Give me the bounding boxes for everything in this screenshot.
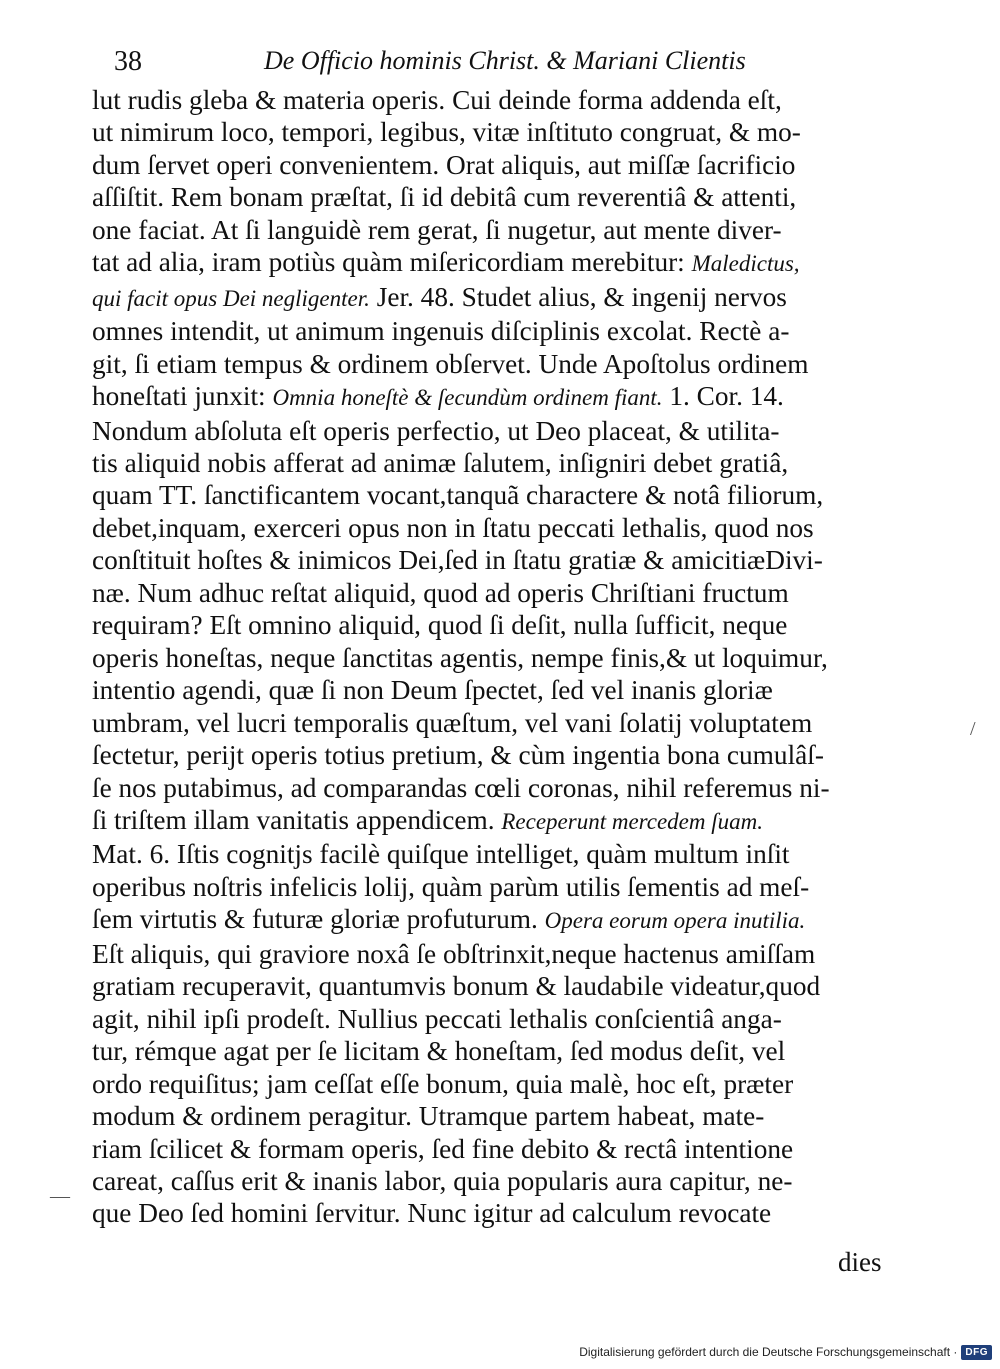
text-line [92, 970, 922, 1002]
text-line [92, 149, 922, 181]
italic-citation: Omnia honeſtè & ſecundùm ordinem fiant. [272, 385, 663, 411]
text-line [92, 1068, 922, 1100]
text-segment: debet,inquam, exerceri opus non in ſtatu peccati lethalis, quod nos [92, 512, 814, 543]
text-segment: gratiam recuperavit, quantumvis bonum & laudabile videatur,quod [92, 971, 821, 1002]
italic-citation: qui facit opus Dei negligenter. [92, 285, 370, 311]
text-segment: Nondum abſoluta eſt operis perfectio, ut Deo placeat, & utilita- [92, 415, 780, 446]
text-line [92, 447, 922, 479]
text-line [92, 181, 922, 213]
text-line [92, 674, 922, 706]
italic-citation: Opera eorum opera inutilia. [544, 908, 806, 934]
text-segment: intentio agendi, quæ ſi non Deum ſpectet, ſed vel inanis gloriæ [92, 675, 773, 706]
text-segment: Eſt aliquis, qui graviore noxâ ſe obſtrinxit,neque hactenus amiſſam [92, 938, 816, 969]
text-segment: aſſiſtit. Rem bonam præſtat, ſi id debitâ cum reverentiâ & attenti, [92, 182, 797, 213]
text-segment: 1. Cor. 14. [662, 381, 784, 412]
text-line [92, 1133, 922, 1165]
text-segment: omnes intendit, ut animum ingenuis diſciplinis excolat. Rectè a- [92, 316, 790, 347]
text-line [92, 479, 922, 511]
text-line [92, 903, 922, 937]
text-line [92, 838, 922, 870]
text-line [92, 1035, 922, 1067]
text-line [92, 380, 922, 414]
catchword: dies [838, 1247, 882, 1277]
text-line [92, 642, 922, 674]
text-line [92, 1197, 922, 1229]
text-segment: honeſtati junxit: [92, 381, 273, 412]
text-segment: lut rudis gleba & materia operis. Cui deinde forma addenda eſt, [92, 85, 782, 115]
text-segment: riam ſcilicet & formam operis, ſed fine debito & rectâ intentione [92, 1133, 794, 1164]
margin-mark: — [50, 1185, 70, 1207]
text-line [92, 739, 922, 771]
text-segment: tis aliquid nobis afferat ad animæ ſalutem, inſigniri debet gratiâ, [92, 447, 789, 478]
text-segment: ſi triſtem illam vanitatis appendicem. [92, 804, 502, 835]
text-line [92, 281, 922, 315]
margin-mark: / [970, 718, 976, 740]
text-segment: umbram, vel lucri temporalis quæſtum, vel vani ſolatij voluptatem [92, 707, 813, 738]
text-line [92, 1003, 922, 1035]
text-segment: careat, caſſus erit & inanis labor, quia popularis aura capitur, ne- [92, 1165, 793, 1196]
text-segment: tat ad alia, iram potiùs quàm miſericordiam merebitur: [92, 247, 692, 278]
text-segment: tur, rémque agat per ſe licitam & honeſtam, ſed modus deſit, vel [92, 1036, 786, 1067]
text-segment: requiram? Eſt omnino aliquid, quod ſi deſit, nulla ſufficit, neque [92, 610, 788, 641]
italic-citation: Maledictus, [691, 251, 800, 277]
footer-credit: Digitalisierung gefördert durch die Deutsche Forschungsgemeinschaft · [579, 1345, 958, 1359]
text-segment: dum ſervet operi convenientem. Orat aliquis, aut miſſæ ſacrificio [92, 149, 796, 180]
digitization-footer [579, 1341, 992, 1363]
text-segment: ſe nos putabimus, ad comparandas cœli coronas, nihil referemus ni- [92, 772, 830, 803]
text-segment: Jer. 48. Studet alius, & ingenij nervos [369, 281, 787, 312]
text-line [92, 116, 922, 148]
text-segment: ut nimirum loco, tempori, legibus, vitæ inſtituto congruat, & mo- [92, 117, 801, 148]
running-head: De Officio hominis Christ. & Mariani Clientis [264, 46, 746, 75]
text-line [92, 577, 922, 609]
text-line [92, 348, 922, 380]
text-segment: one faciat. At ſi languidè rem gerat, ſi nugetur, aut mente diver- [92, 214, 782, 245]
page-header [92, 42, 922, 82]
text-line [92, 1100, 922, 1132]
body-text [92, 84, 922, 1230]
text-line [92, 804, 922, 838]
text-line [92, 938, 922, 970]
page-number: 38 [114, 46, 142, 77]
text-line [92, 214, 922, 246]
text-segment: ſem virtutis & futuræ gloriæ profuturum. [92, 904, 545, 935]
text-line [92, 871, 922, 903]
text-segment: operibus noſtris infelicis lolij, quàm parùm utilis ſementis ad meſ- [92, 871, 810, 902]
text-segment: ordo requiſitus; jam ceſſat eſſe bonum, quia malè, hoc eſt, præter [92, 1068, 794, 1099]
text-line [92, 544, 922, 576]
text-segment: conſtituit hoſtes & inimicos Dei,ſed in ſtatu gratiæ & amicitiæDivi- [92, 545, 823, 576]
text-line [92, 415, 922, 447]
italic-citation: Receperunt mercedem ſuam. [501, 808, 763, 834]
text-segment: næ. Num adhuc reſtat aliquid, quod ad operis Chriſtiani fructum [92, 577, 789, 608]
text-line [92, 512, 922, 544]
text-line [92, 246, 922, 280]
text-line [92, 1165, 922, 1197]
text-segment: git, ſi etiam tempus & ordinem obſervet. Unde Apoſtolus ordinem [92, 348, 809, 379]
text-segment: modum & ordinem peragitur. Utramque partem habeat, mate- [92, 1101, 765, 1132]
text-line [92, 707, 922, 739]
text-segment: ſectetur, perijt operis totius pretium, & cùm ingentia bona cumulâſ- [92, 740, 824, 771]
text-segment: operis honeſtas, neque ſanctitas agentis, nempe finis,& ut loquimur, [92, 642, 828, 673]
text-segment: quam TT. ſanctificantem vocant,tanquã charactere & notâ filiorum, [92, 480, 824, 511]
text-line [92, 772, 922, 804]
text-segment: Mat. 6. Iſtis cognitjs facilè quiſque intelliget, quàm multum inſit [92, 839, 790, 870]
text-line [92, 609, 922, 641]
text-line [92, 84, 922, 116]
text-segment: que Deo ſed homini ſervitur. Nunc igitur ad calculum revocate [92, 1198, 772, 1229]
text-segment: agit, nihil ipſi prodeſt. Nullius peccati lethalis conſcientiâ anga- [92, 1003, 782, 1034]
text-line [92, 315, 922, 347]
dfg-logo: DFG [961, 1345, 992, 1360]
